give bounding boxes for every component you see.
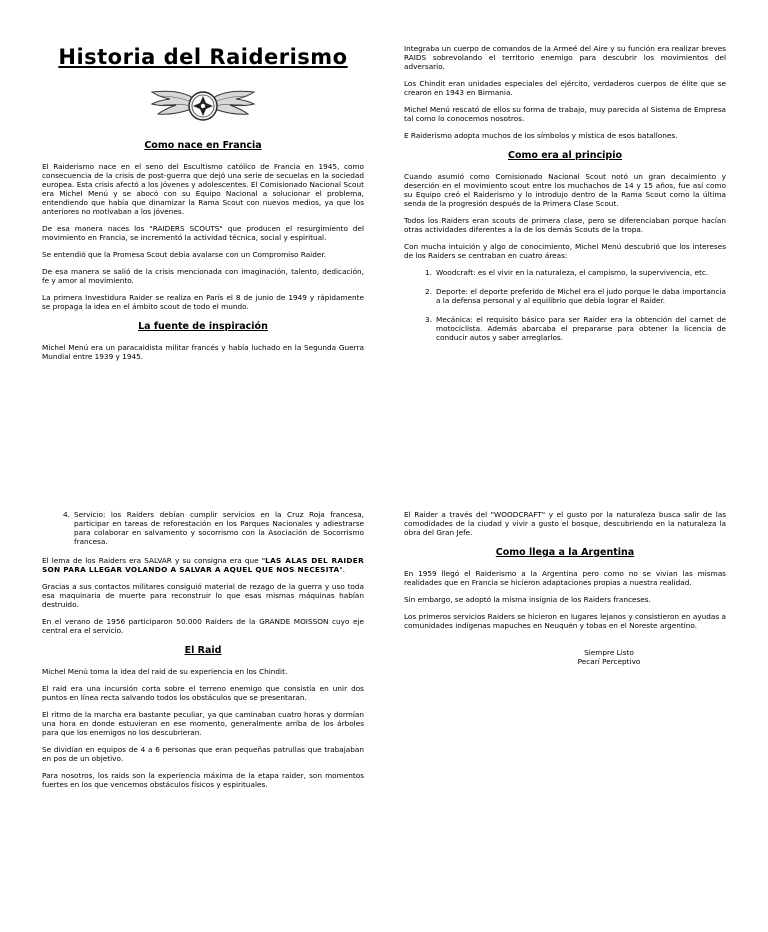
paragraph: Sin embargo, se adoptó la misma insignia de los Raiders franceses. (404, 595, 651, 604)
list-item (404, 315, 726, 342)
signature-name: Pecarí Perceptivo (577, 657, 641, 666)
section-heading-argentina: Como llega a la Argentina (495, 547, 635, 558)
signature-motto: Siempre Listo (584, 648, 634, 657)
document-title: Historia del Raiderismo (58, 45, 348, 69)
paragraph: Para nosotros, los raids son la experiencia máxima de la etapa raider, son momentos fuertes en los que vencemos obstáculos físicos y espirituales. (42, 771, 364, 789)
paragraph: En el verano de 1956 participaron 50.000 Raiders de la GRANDE MOISSON cuyo eje central era el servicio. (42, 617, 364, 635)
section-heading-fuente: La fuente de inspiración (138, 321, 268, 332)
list-item (404, 287, 726, 305)
page1-right-column (404, 44, 726, 352)
paragraph: Michel Menú rescató de ellos su forma de trabajo, muy parecida al Sistema de Empresa tal como lo conocemos nosotros. (404, 105, 726, 123)
raider-motto: LAS ALAS DEL RAIDER SON PARA LLEGAR VOLANDO A SALVAR A AQUEL QUE NOS NECESITA (42, 556, 364, 574)
paragraph: De esa manera se salió de la crisis mencionada con imaginación, talento, dedicación, fe y amor al movimiento. (42, 267, 364, 285)
list-number: 3. (425, 315, 432, 324)
winged-cross-emblem-icon (148, 82, 258, 130)
areas-list-continued (42, 510, 364, 546)
paragraph-motto (42, 556, 364, 574)
section-heading-francia: Como nace en Francia (144, 140, 262, 151)
paragraph: El ritmo de la marcha era bastante peculiar, ya que caminaban cuatro horas y dormían una hora en donde estuvieran en ese momento, generalmente arriba de los árboles para que los enemigos no los descubrieran. (42, 710, 364, 737)
paragraph: El Raider a través del "WOODCRAFT" y el gusto por la naturaleza busca salir de las comodidades de la ciudad y vivir a gusto el bosque, descubriendo en la naturaleza la obra del Gran Jefe. (404, 510, 726, 537)
paragraph: De esa manera naces los "RAIDERS SCOUTS" que producen el resurgimiento del movimiento en Francia, se incrementó la actividad técnica, social y espiritual. (42, 224, 364, 242)
paragraph: La primera Investidura Raider se realiza en París el 8 de junio de 1949 y rápidamente se propaga la idea en el ámbito scout de todo el mundo. (42, 293, 364, 311)
paragraph: El Raiderismo nace en el seno del Escultismo católico de Francia en 1945, como consecuencia de la crisis de post-guerra que dejó una serie de secuelas en la sociedad europea. Esta crisis afectó a los jóvenes y adolescentes. El Comisionado Nacional Scout era Michel Menú y se abocó con su Equipo Nacional a solucionar el problema, entendiendo que había que dinamizar la Rama Scout con nuevos medios, ya que los anteriores no motivaban a los jóvenes. (42, 162, 364, 216)
motto-end: ". (339, 565, 346, 574)
list-text: Deporte: el deporte preferido de Michel era el judo porque le daba importancia a la defensa personal y al equilibrio que debía lograr el Raider. (436, 287, 726, 305)
paragraph: Michel Menú toma la idea del raid de su experiencia en los Chindit. (42, 667, 288, 676)
page2-right-column (404, 510, 726, 666)
paragraph: Los primeros servicios Raiders se hicieron en lugares lejanos y consistieron en ayudas a comunidades indígenas mapuches en Neuquén y tobas en el Noreste argentino. (404, 612, 726, 630)
motto-intro: El lema de los Raiders era SALVAR y su consigna era que " (42, 556, 266, 565)
paragraph: Se entendió que la Promesa Scout debía avalarse con un Compromiso Raider. (42, 250, 326, 259)
paragraph: En 1959 llegó el Raiderismo a la Argentina pero como no se vivían las mismas realidades que en Francia se hicieron adaptaciones propias a nuestra realidad. (404, 569, 726, 587)
list-number: 1. (425, 268, 432, 277)
section-heading-raid: El Raid (184, 645, 222, 656)
list-text: Woodcraft: es el vivir en la naturaleza, el campismo, la supervivencia, etc. (436, 268, 709, 277)
paragraph: E Raiderismo adopta muchos de los símbolos y mística de esos batallones. (404, 131, 678, 140)
paragraph: Gracias a sus contactos militares consiguió material de rezago de la guerra y uso toda esa maquinaria de muerte para reconstruir lo que esas mismas máquinas habían destruido. (42, 582, 364, 609)
list-item (404, 268, 726, 277)
paragraph: Con mucha intuición y algo de conocimiento, Michel Menú descubrió que los intereses de los Raiders se centraban en cuatro áreas: (404, 242, 726, 260)
paragraph: Los Chindit eran unidades especiales del ejército, verdaderos cuerpos de élite que se crearon en 1943 en Birmania. (404, 79, 726, 97)
paragraph: El raid era una incursión corta sobre el terreno enemigo que consistía en unir dos puntos en línea recta salvando todos los obstáculos que se presentaran. (42, 684, 364, 702)
areas-list (404, 268, 726, 342)
list-text: Mecánica: el requisito básico para ser Raider era la obtención del carnet de motociclista. Además abarcaba el prepararse para obtener la licencia de conducir autos y saber arreglarlos. (436, 315, 726, 342)
list-text: Servicio: los Raiders debían cumplir servicios en la Cruz Roja francesa, participar en tareas de reforestación en los Parques Nacionales y adiestrarse para colaborar en salvamento y socorrismo con la Asociación de Socorrismo francesa. (74, 510, 364, 546)
page2-left-column (42, 510, 364, 797)
paragraph: Integraba un cuerpo de comandos de la Armeé del Aire y su función era realizar breves RAIDS sobrevolando el territorio enemigo para descubrir los movimientos del adversario. (404, 44, 726, 71)
page1-left-column (42, 44, 364, 369)
signature-block (554, 648, 664, 666)
paragraph: Todos los Raiders eran scouts de primera clase, pero se diferenciaban porque hacían otras actividades diferentes a la de los demás Scouts de la tropa. (404, 216, 726, 234)
paragraph: Se dividían en equipos de 4 a 6 personas que eran pequeñas patrullas que trabajaban en pos de un objetivo. (42, 745, 364, 763)
list-item (42, 510, 364, 546)
list-number: 4. (63, 510, 70, 519)
list-number: 2. (425, 287, 432, 296)
paragraph: Michel Menú era un paracaidista militar francés y había luchado en la Segunda Guerra Mundial entre 1939 y 1945. (42, 343, 364, 361)
section-heading-principio: Como era al principio (507, 150, 623, 161)
paragraph: Cuando asumió como Comisionado Nacional Scout notó un gran decaimiento y deserción en el movimiento scout entre los muchachos de 14 y 15 años, fue así como su Equipo creó el Raiderismo y lo introdujo dentro de la Rama Scout como la última senda de la progresión después de la Primera Clase Scout. (404, 172, 726, 208)
